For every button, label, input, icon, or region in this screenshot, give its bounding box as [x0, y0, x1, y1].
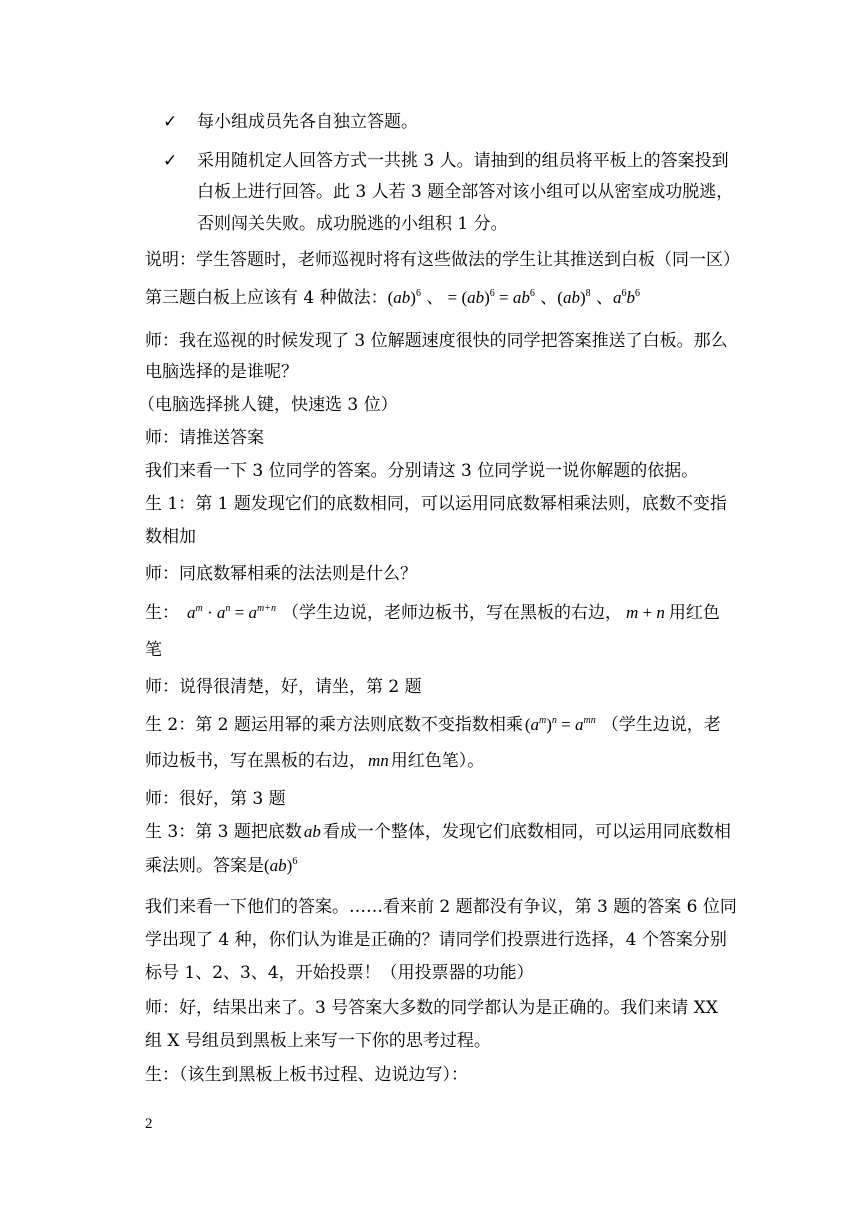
student3-text-b: 看成一个整体，发现它们底数相同，可以运用同底数相	[322, 822, 731, 842]
student1-line-b: 数相加	[145, 527, 196, 547]
student1-line-a: 生 1：第 1 题发现它们的底数相同，可以运用同底数幂相乘法则，底数不变指	[145, 494, 727, 514]
teacher-line-1a: 师：我在巡视的时候发现了 3 位解题速度很快的同学把答案推送了白板。那么	[145, 331, 728, 351]
student-rule-line	[145, 602, 720, 624]
note-paragraph: 说明：学生答题时，老师巡视时将有这些做法的学生让其推送到白板（同一区）	[145, 250, 740, 270]
formula-ab6-eq: = $(ab)^6 = ab^6$	[443, 288, 535, 307]
result-line-a: 师：好，结果出来了。3 号答案大多数的同学都认为是正确的。我们来请 XX	[145, 998, 718, 1018]
look-line: 我们来看一下 3 位同学的答案。分别请这 3 位同学说一说你解题的依据。	[145, 461, 699, 481]
bullet-text-1: 每小组成员先各自独立答题。	[197, 112, 418, 132]
formula-power-rule: $(a^m)^n = a^{mn}$	[524, 715, 596, 734]
formula-ab6: (ab)$^6$	[387, 288, 421, 307]
formula-answer: (ab)$^6$	[264, 856, 298, 875]
push-line: 师：请推送答案	[145, 428, 264, 448]
formula-a6b6: $a^6b^6$	[613, 288, 641, 307]
rule-question: 师：同底数幂相乘的法法则是什么？	[145, 564, 417, 584]
student3-text-c: 乘法则。答案是	[145, 856, 264, 876]
answers-line-c: 标号 1、2、3、4，开始投票！（用投票器的功能）	[145, 963, 534, 983]
answers-line-a: 我们来看一下他们的答案。……看来前 2 题都没有争议，第 3 题的答案 6 位同	[145, 897, 737, 917]
formula-ab: ab	[303, 822, 321, 841]
student-rule-line-b: 笔	[145, 640, 162, 660]
bullet-text-2b: 白板上进行回答。此 3 人若 3 题全部答对该小组可以从密室成功脱逃，	[197, 182, 734, 202]
answers-line-b: 学出现了 4 种，你们认为谁是正确的？请同学们投票进行选择，4 个答案分别	[145, 930, 727, 950]
student2-text-b: （学生边说，老	[601, 715, 721, 735]
formula-product-rule: $a^m \cdot a^n = a^{m+n}$	[187, 603, 276, 622]
student2-text-a: 生 2：第 2 题运用幂的乘方法则底数不变指数相乘	[145, 715, 523, 735]
bullet-text-2c: 否则闯关失败。成功脱逃的小组积 1 分。	[197, 214, 508, 234]
student3-line-b	[145, 855, 297, 877]
paren-line: （电脑选择挑人键，快速选 3 位）	[138, 395, 398, 415]
teacher-clear: 师：说得很清楚，好，请坐，第 2 题	[145, 677, 422, 697]
formula-m-plus-n: m + n	[625, 603, 665, 622]
teacher-good3: 师：很好，第 3 题	[145, 789, 286, 809]
formula-mn: mn	[368, 751, 389, 770]
formula-ab8: (ab)$^8$	[557, 288, 591, 307]
student3-text-a: 生 3：第 3 题把底数	[145, 822, 302, 842]
bullet-text-2a: 采用随机定人回答方式一共挑 3 人。请抽到的组员将平板上的答案投到	[197, 151, 729, 171]
student-label: 生：	[145, 603, 179, 623]
result-line-b: 组 X 号组员到黑板上来写一下你的思考过程。	[145, 1031, 491, 1051]
last-line: 生：（该生到黑板上板书过程、边说边写）：	[145, 1065, 468, 1085]
student3-line-a	[145, 821, 731, 843]
student2-line-b	[145, 750, 484, 772]
page-number: 2	[145, 1116, 153, 1132]
student2-line-a	[145, 714, 721, 736]
four-ways-text: 第三题白板上应该有 4 种做法：	[145, 288, 388, 308]
four-ways-line: 第三题白板上应该有 4 种做法：(ab)$^6$ 、 = $(ab)^6 = ab^6$ 、(ab)$^8$ 、$a^6b^6$	[145, 288, 641, 308]
student-rule-text-2: 用红色	[668, 603, 720, 623]
student-rule-text: （学生边说，老师边板书，写在黑板的右边，	[281, 603, 622, 623]
student2-text-c: 师边板书，写在黑板的右边，	[145, 751, 366, 771]
student2-text-d: 用红色笔）。	[390, 751, 485, 771]
checkmark-icon: ✓	[163, 151, 178, 171]
checkmark-icon: ✓	[163, 112, 178, 132]
teacher-line-1b: 电脑选择的是谁呢？	[145, 362, 298, 382]
